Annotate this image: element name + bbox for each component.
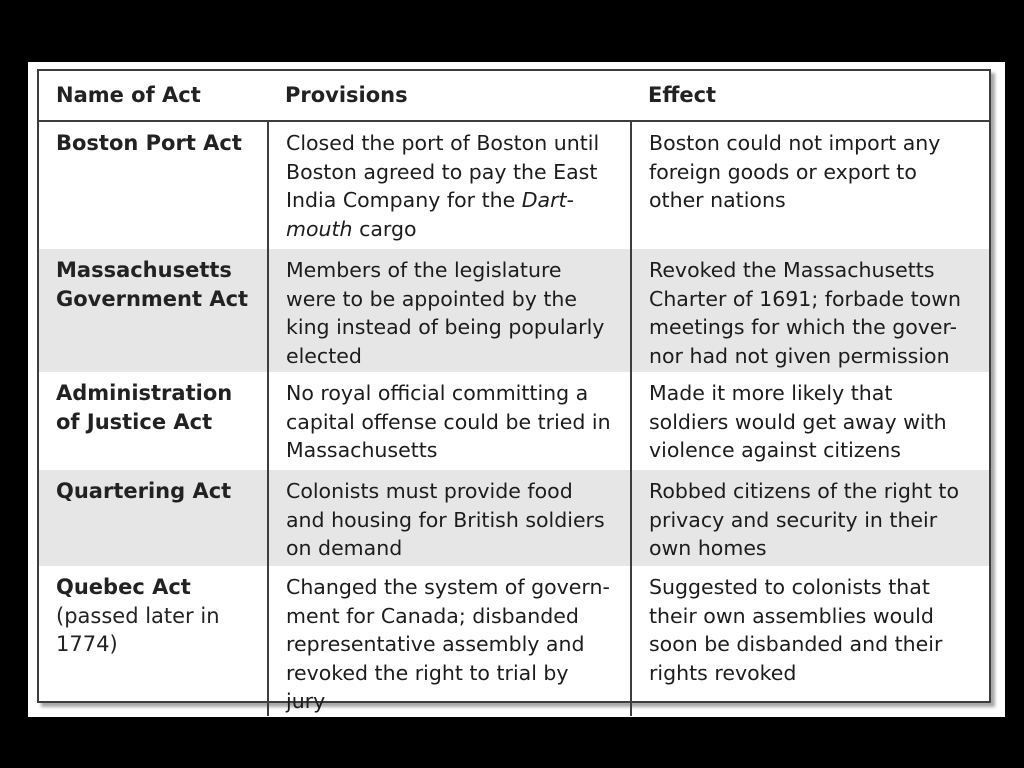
act-provisions (268, 121, 631, 249)
header-name-of-act: Name of Act (39, 71, 268, 121)
table-row (39, 372, 989, 470)
act-effect: Suggested to colonists that their own assemblies would soon be disbanded and their rights revoked (631, 566, 989, 716)
act-provisions: No royal official committing a capital offense could be tried in Massachusetts (268, 372, 631, 470)
table-row (39, 249, 989, 372)
table-row (39, 566, 989, 716)
header-effect: Effect (631, 71, 989, 121)
act-name: Quebec Act (56, 575, 191, 599)
act-name: Boston Port Act (56, 131, 242, 155)
act-name: Administration of Justice Act (56, 381, 233, 434)
act-name-note: (passed later in 1774) (56, 603, 220, 656)
table-row (39, 470, 989, 566)
acts-table-frame (37, 69, 991, 713)
act-effect: Robbed citizens of the right to privacy and security in their own homes (631, 470, 989, 566)
act-name: Massachusetts Government Act (39, 249, 268, 372)
act-effect: Made it more likely that soldiers would get away with violence against citizens (631, 372, 989, 470)
act-effect: Boston could not import any foreign goods or export to other nations (631, 121, 989, 249)
provisions-text-end: cargo (352, 216, 417, 241)
act-provisions: Members of the legislature were to be appointed by the king instead of being popularly elected (268, 249, 631, 372)
act-provisions: Colonists must provide food and housing for British soldiers on demand (268, 470, 631, 566)
intolerable-acts-table (39, 71, 989, 716)
act-name-cell (39, 566, 268, 716)
provisions-text: Closed the port of Boston until Boston agreed to pay the East India Company for the (286, 131, 600, 212)
header-provisions: Provisions (268, 71, 631, 121)
document-card (28, 62, 1005, 717)
table-row (39, 121, 989, 249)
act-name: Quartering Act (39, 470, 268, 566)
act-provisions: Changed the system of govern-ment for Canada; disbanded representative assembly and revoked the right to trial by jury (268, 566, 631, 716)
provisions-italic-text: Dart-mouth (286, 188, 574, 241)
act-effect: Revoked the Massachusetts Charter of 1691; forbade town meetings for which the gover-nor had not given permission (631, 249, 989, 372)
header-row (39, 71, 989, 121)
